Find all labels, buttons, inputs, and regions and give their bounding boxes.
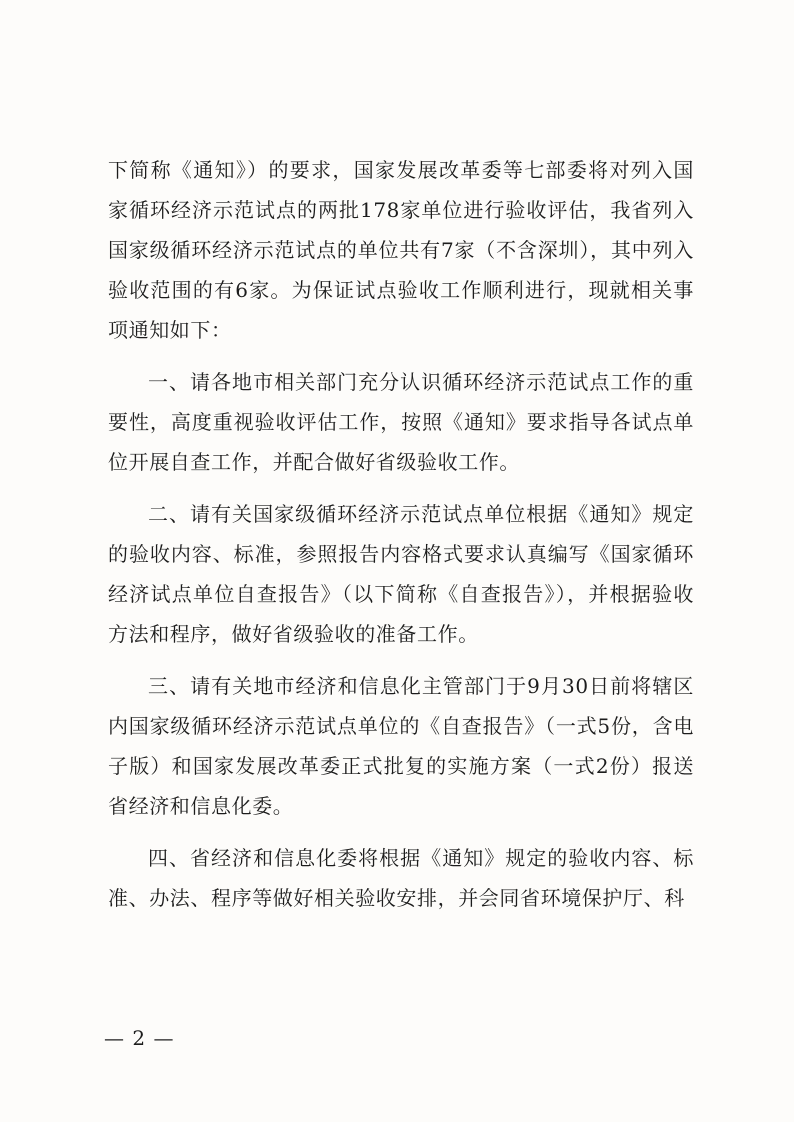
paragraph-continuation: 下简称《通知》）的要求，国家发展改革委等七部委将对列入国家循环经济示范试点的两批178家单位进行验收评估，我省列入国家级循环经济示范试点的单位共有7家（不含深圳），其中列入验收范围的有6家。为保证试点验收工作顺利进行，现就相关事项通知如下： [108, 158, 694, 342]
paragraph-item-4: 四、省经济和信息化委将根据《通知》规定的验收内容、标准、办法、程序等做好相关验收安排，并会同省环境保护厅、科 [108, 846, 694, 910]
paragraph-item-2: 二、请有关国家级循环经济示范试点单位根据《通知》规定的验收内容、标准，参照报告内容格式要求认真编写《国家循环经济试点单位自查报告》（以下简称《自查报告》），并根据验收方法和程序，做好省级验收的准备工作。 [108, 502, 694, 646]
paragraph-item-1: 一、请各地市相关部门充分认识循环经济示范试点工作的重要性，高度重视验收评估工作，按照《通知》要求指导各试点单位开展自查工作，并配合做好省级验收工作。 [108, 370, 694, 474]
document-body [108, 150, 694, 930]
paragraph-item-3: 三、请有关地市经济和信息化主管部门于9月30日前将辖区内国家级循环经济示范试点单位的《自查报告》（一式5份，含电子版）和国家发展改革委正式批复的实施方案（一式2份）报送省经济和信息化委。 [108, 674, 694, 818]
page-number: — 2 — [104, 1026, 175, 1050]
